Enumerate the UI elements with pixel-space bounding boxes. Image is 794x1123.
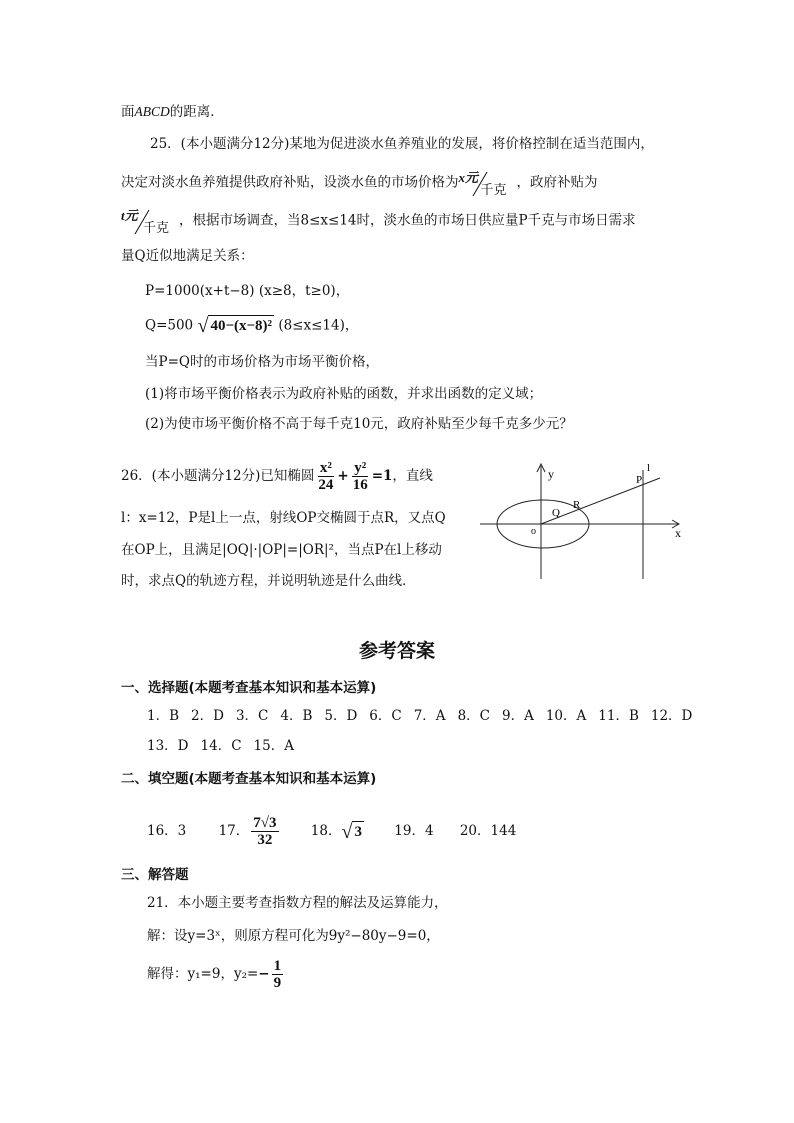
answer-18-sqrt: √ 3 — [341, 820, 362, 843]
q25-q-equation: Q=500 √ 40−(x−8)² (8≤x≤14)， — [145, 315, 359, 337]
q26-line2: l：x=12，P是l上一点，射线OP交椭圆于点R，又点Q — [121, 510, 446, 526]
intro-line: 面ABCD的距离． — [121, 104, 224, 120]
y-axis-label: y — [548, 467, 554, 481]
q25-line1: 25．(本小题满分12分)某地为促进淡水鱼养殖业的发展，将价格控制在适当范围内， — [150, 136, 654, 152]
sqrt-expression: √ 40−(x−8)² — [197, 315, 273, 337]
q26-line1: 26．(本小题满分12分)已知椭圆 $\frac{\text{x²}}{24}$ + $\frac{\text{y²}}{16}$ =1，直线 — [121, 460, 433, 493]
answer-title: 参考答案 — [358, 640, 435, 662]
q25-part2: (2)为使市场平衡价格不高于每千克10元，政府补贴至少每千克多少元？ — [145, 416, 573, 432]
subsidy-fraction: t元 千克 — [121, 208, 170, 236]
q25-part1: (1)将市场平衡价格表示为政府补贴的函数，并求出函数的定义域； — [145, 386, 543, 402]
q25-p-equation: P=1000(x+t−8) (x≥8，t≥0)， — [145, 283, 350, 299]
section-solutions: 三、解答题 — [121, 867, 189, 883]
section-choice: 一、选择题(本题考查基本知识和基本运算) — [121, 680, 377, 696]
choices-row-2: 13．D 14．C 15．A — [147, 738, 294, 754]
ellipse-y-term: $\frac{\text{y²}}{16}$ — [352, 460, 368, 493]
section-fill: 二、填空题(本题考查基本知识和基本运算) — [121, 771, 377, 787]
q25-line2: 决定对淡水鱼养殖提供政府补贴，设淡水鱼的市场价格为 x元 千克 ，政府补贴为 — [121, 170, 598, 198]
ellipse-x-term: $\frac{\text{x²}}{24}$ — [318, 460, 334, 493]
price-fraction: x元 千克 — [458, 170, 507, 198]
q21-line2: 解：设y=3ˣ，则原方程可化为9y²−80y−9=0， — [147, 928, 440, 944]
choices-row-1: 1．B 2．D 3．C 4．B 5．D 6．C 7．A 8．C 9．A 10．A 11．B 12．D — [147, 708, 693, 724]
x-axis-label: x — [675, 526, 681, 540]
q25-line3: t元 千克 ，根据市场调查，当8≤x≤14时，淡水鱼的市场日供应量P千克与市场日需求 — [121, 208, 636, 236]
q21-line3: 解得：y₁=9，y₂=− $\frac{1}{9}$ — [147, 958, 282, 991]
point-q-label: Q — [552, 507, 560, 519]
q21-fraction: $\frac{1}{9}$ — [273, 958, 282, 991]
point-p-label: P — [636, 474, 643, 486]
q25-line7: 当P=Q时的市场价格为市场平衡价格， — [145, 354, 379, 370]
origin-label: o — [531, 526, 536, 537]
q26-line3: 在OP上，且满足|OQ|·|OP|=|OR|²，当点P在l上移动 — [121, 542, 442, 558]
q25-line4: 量Q近似地满足关系： — [121, 248, 254, 264]
fill-answers: 16．3 17． $\frac{7√3}{32}$ 18． √ 3 19．4 20．144 — [147, 815, 517, 848]
point-r-label: R — [573, 499, 581, 511]
ellipse-figure — [478, 458, 688, 592]
q26-line4: 时，求点Q的轨迹方程，并说明轨迹是什么曲线． — [121, 573, 416, 589]
line-l-label: l — [647, 462, 651, 474]
q21-line1: 21．本小题主要考查指数方程的解法及运算能力， — [147, 895, 448, 911]
answer-17-fraction: $\frac{7√3}{32}$ — [253, 815, 277, 848]
